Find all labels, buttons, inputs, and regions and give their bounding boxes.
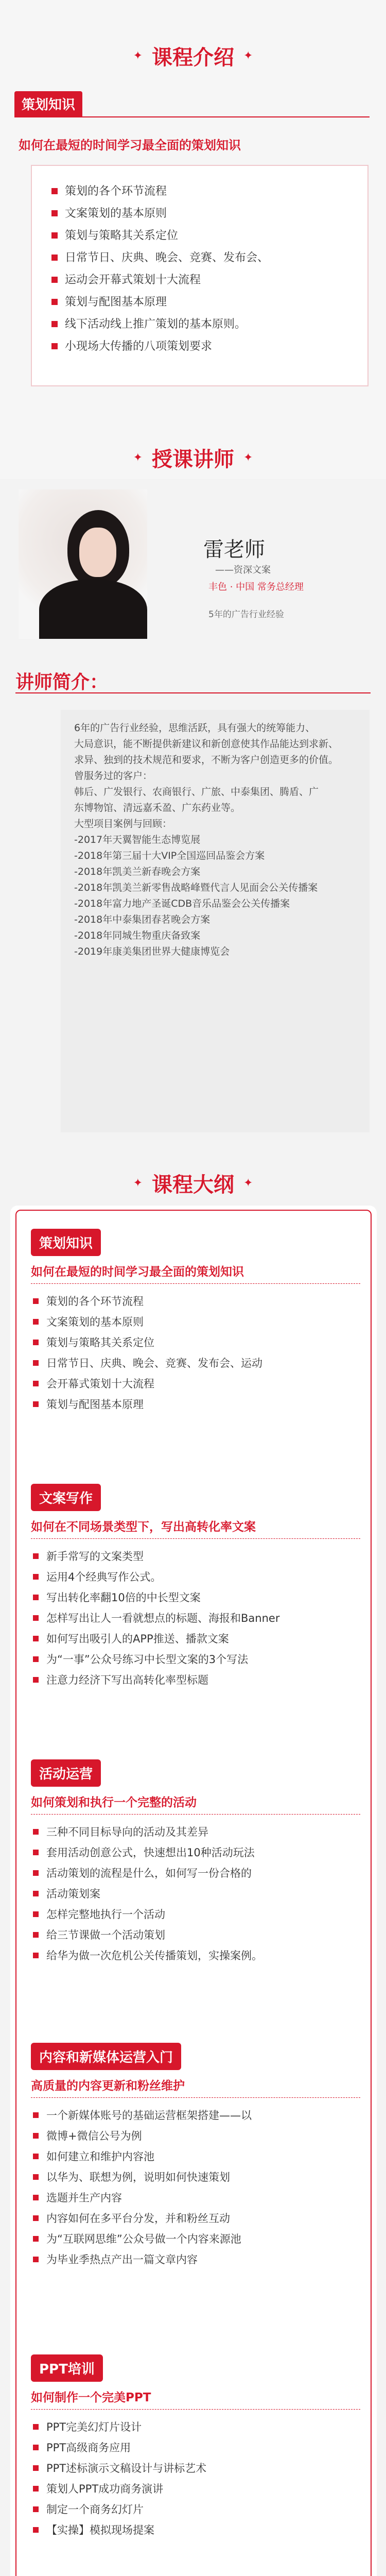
bio-line: 韩后、广发银行、农商银行、广旅、中泰集团、腾盾、广: [74, 786, 319, 798]
list-item: 制定一个商务幻灯片: [31, 2499, 360, 2520]
star-icon: ✦: [243, 49, 253, 62]
bio-line: 求异、独到的技术规范和要求，不断为客户创造更多的价值。: [74, 754, 339, 766]
star-icon: ✦: [243, 451, 253, 464]
teacher-title: ✦ 授课讲师 ✦: [133, 448, 253, 471]
list-item: 策划与策略其关系定位: [31, 1332, 360, 1353]
teacher-org: 丰色 · 中国 常务总经理: [208, 582, 304, 592]
list-item: 套用活动创意公式，快速想出10种活动玩法: [31, 1842, 360, 1863]
module-subtitle: 如何策划和执行一个完整的活动: [31, 1796, 197, 1809]
star-icon: ✦: [133, 1177, 143, 1190]
intro-list: [31, 165, 369, 386]
list-item: 日常节日、庆典、晚会、竞赛、发布会、: [49, 247, 350, 269]
list-item: 文案策划的基本原则: [31, 1312, 360, 1332]
module-tag: PPT培训: [31, 2354, 103, 2382]
bio-line: 大局意识，能不断提供新建议和新创意使其作品能达到求新、: [74, 738, 339, 750]
teacher-position: ——资深文案: [215, 565, 271, 575]
star-icon: ✦: [243, 1177, 253, 1190]
intro-tag-bar: [14, 88, 370, 117]
bio-line: -2017年天翼智能生态博览展: [74, 834, 201, 845]
module-events: [31, 1759, 360, 1966]
star-icon: ✦: [133, 49, 143, 62]
list-item: 以华为、联想为例，说明如何快速策划: [31, 2167, 360, 2188]
module-divider: [31, 1538, 360, 1539]
module-subtitle: 高质量的内容更新和粉丝维护: [31, 2079, 185, 2093]
bio-line: 曾服务过的客户：: [74, 770, 153, 782]
list-item: 一个新媒体账号的基础运营框架搭建——以: [31, 2105, 360, 2126]
list-item: 微博+微信公号为例: [31, 2126, 360, 2146]
module-subtitle: 如何在最短的时间学习最全面的策划知识: [31, 1265, 244, 1279]
list-item: PPT述标演示文稿设计与讲标艺术: [31, 2458, 360, 2479]
list-item: 策划与配图基本原理: [31, 1394, 360, 1415]
module-subtitle: 如何制作一个完美PPT: [31, 2391, 151, 2404]
bio-divider: [15, 692, 371, 693]
bio-line: -2018年第三届十大VIP全国巡回品鉴会方案: [74, 850, 265, 861]
list-item: 注意力经济下写出高转化率型标题: [31, 1670, 360, 1690]
bio-line: 大型项目案例与回顾：: [74, 818, 172, 829]
module-ppt: [31, 2354, 360, 2540]
list-item: 【实操】模拟现场提案: [31, 2520, 360, 2540]
module-tag: 文案写作: [31, 1484, 101, 1511]
list-item: 会开幕式策划十大流程: [31, 1374, 360, 1394]
list-item: 怎样完整地执行一个活动: [31, 1904, 360, 1925]
bio-line: 东博物馆、清远嘉禾盈、广东药业等。: [74, 802, 241, 814]
list-item: 日常节日、庆典、晚会、竞赛、发布会、运动: [31, 1353, 360, 1374]
list-item: 运动会开幕式策划十大流程: [49, 269, 350, 291]
list-item: 策划与配图基本原理: [49, 291, 350, 313]
bio-box: [61, 710, 370, 1132]
list-item: 为“一事”公众号练习中长型文案的3个写法: [31, 1649, 360, 1670]
list-item: 线下活动线上推广策划的基本原则。: [49, 313, 350, 335]
list-item: 活动策划案: [31, 1884, 360, 1904]
bio-line: -2018年富力地产圣诞CDB音乐品鉴会公关传播案: [74, 898, 290, 909]
list-item: 策划的各个环节流程: [31, 1291, 360, 1312]
teacher-photo: [19, 489, 147, 639]
list-item: 小现场大传播的八项策划要求: [49, 335, 350, 358]
list-item: 三种不同目标导向的活动及其差异: [31, 1822, 360, 1842]
list-item: PPT高级商务应用: [31, 2437, 360, 2458]
list-item: 怎样写出让人一看就想点的标题、海报和Banner: [31, 1608, 360, 1629]
intro-tag: 策划知识: [14, 91, 82, 116]
bio-line: 6年的广告行业经验，思维活跃，具有强大的统筹能力、: [74, 722, 315, 734]
list-item: 新手常写的文案类型: [31, 1546, 360, 1567]
list-item: 策划人PPT成功商务演讲: [31, 2479, 360, 2499]
module-tag: 内容和新媒体运营入门: [31, 2043, 181, 2070]
module-subtitle: 如何在不同场景类型下，写出高转化率文案: [31, 1520, 256, 1534]
bio-line: -2018年凯美兰新春晚会方案: [74, 866, 201, 877]
teacher-name: 雷老师: [203, 538, 265, 562]
list-item: 文案策划的基本原则: [49, 202, 350, 225]
bio-heading: 讲师简介：: [15, 672, 109, 693]
star-icon: ✦: [133, 451, 143, 464]
bio-line: -2018年凯美兰新零售战略峰暨代言人见面会公关传播案: [74, 882, 318, 893]
module-copywriting: [31, 1484, 360, 1690]
teacher-experience: 5年的广告行业经验: [208, 609, 284, 620]
list-item: 为“互联网思维”公众号做一个内容来源池: [31, 2229, 360, 2249]
list-item: 为毕业季热点产出一篇文章内容: [31, 2249, 360, 2270]
module-divider: [31, 2097, 360, 2098]
intro-subtitle: 如何在最短的时间学习最全面的策划知识: [19, 138, 241, 152]
list-item: 给华为做一次危机公关传播策划，实操案例。: [31, 1945, 360, 1966]
list-item: 策划与策略其关系定位: [49, 225, 350, 247]
list-item: 策划的各个环节流程: [49, 180, 350, 202]
outline-title: ✦ 课程大纲 ✦: [133, 1173, 253, 1197]
list-item: 运用4个经典写作公式。: [31, 1567, 360, 1587]
list-item: 如何写出吸引人的APP推送、播款文案: [31, 1629, 360, 1649]
module-divider: [31, 2409, 360, 2410]
bio-line: -2019年康美集团世界大健康博览会: [74, 946, 230, 957]
bio-line: -2018年同城生物重庆备致案: [74, 930, 201, 941]
module-planning: [31, 1229, 360, 1415]
list-item: 给三节课做一个活动策划: [31, 1925, 360, 1945]
list-item: 活动策划的流程是什么，如何写一份合格的: [31, 1863, 360, 1884]
module-divider: [31, 1814, 360, 1815]
list-item: 如何建立和维护内容池: [31, 2146, 360, 2167]
list-item: 选题并生产内容: [31, 2188, 360, 2208]
list-item: 内容如何在多平台分发，并和粉丝互动: [31, 2208, 360, 2229]
list-item: PPT完美幻灯片设计: [31, 2417, 360, 2437]
list-item: 写出转化率翻10倍的中长型文案: [31, 1587, 360, 1608]
module-divider: [31, 1283, 360, 1284]
bio-line: -2018年中泰集团春茗晚会方案: [74, 914, 210, 925]
intro-title: ✦ 课程介绍 ✦: [133, 46, 253, 70]
module-tag: 活动运营: [31, 1759, 101, 1787]
module-content: [31, 2043, 360, 2270]
module-tag: 策划知识: [31, 1229, 101, 1256]
